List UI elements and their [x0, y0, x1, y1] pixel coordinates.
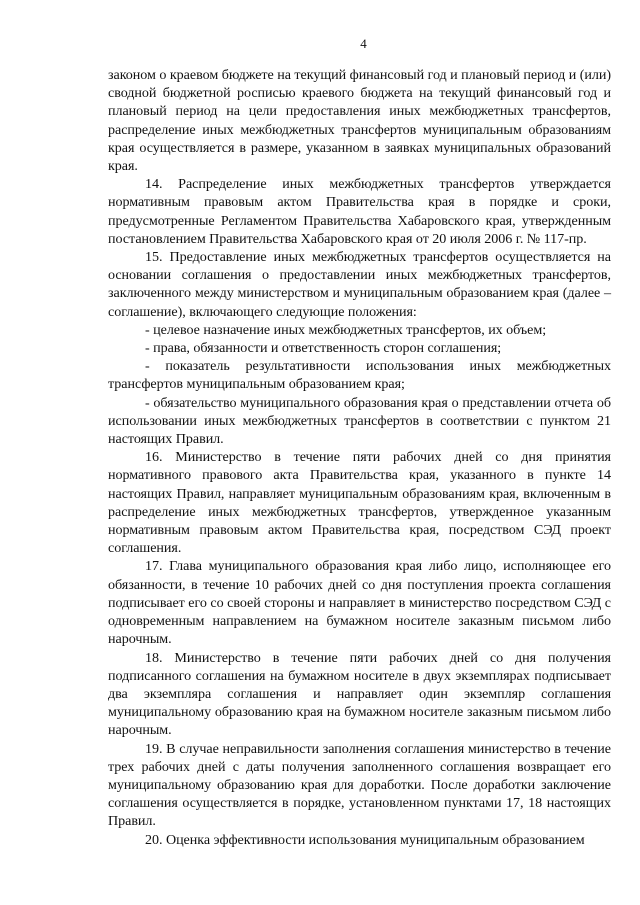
document-page — [108, 36, 611, 849]
clause-19: 19. В случае неправильности заполнения соглашения министерство в течение трех рабочих дней с даты получения заполненного соглашения возвращает его муниципальному образованию края для доработки. После доработки заключение соглашения осуществляется в порядке, установленном пунктами 17, 18 настоящих Правил. — [108, 740, 611, 830]
paragraph-continuation: законом о краевом бюджете на текущий финансовый год и плановый период и (или) сводной бюджетной росписью краевого бюджета на текущий финансовый год и плановый период на цели предоставления иных межбюджетных трансфертов, распределение иных межбюджетных трансфертов муниципальным образованиям края осуществляется в размере, указанном в заявках муниципальных образований края. — [108, 67, 611, 175]
clause-18: 18. Министерство в течение пяти рабочих дней со дня получения подписанного соглашения на бумажном носителе в двух экземплярах подписывает два экземпляра соглашения и направляет один экземпляр соглашения муниципальному образованию края на бумажном носителе заказным письмом либо нарочным. — [108, 649, 611, 739]
clause-20: 20. Оценка эффективности использования муниципальным образованием — [145, 831, 585, 848]
clause-17: 17. Глава муниципального образования края либо лицо, исполняющее его обязанности, в течение 10 рабочих дней со дня поступления проекта соглашения подписывает его со своей стороны и направляет в министерство посредством СЭД с одновременным направлением на бумажном носителе заказным письмом либо нарочным. — [108, 558, 611, 648]
bullet-indicator: - показатель результативности использования иных межбюджетных трансфертов муниципальным образованием края; — [108, 358, 611, 393]
clause-16: 16. Министерство в течение пяти рабочих дней со дня принятия нормативного правового акта Правительства края, указанного в пункте 14 настоящих Правил, направляет муниципальным образованиям края, включенным в распределение иных межбюджетных трансфертов, утвержденное указанным нормативным правовым актом Правительства края, посредством СЭД проект соглашения. — [108, 449, 611, 557]
bullet-rights: - права, обязанности и ответственность сторон соглашения; — [145, 340, 502, 357]
bullet-purpose: - целевое назначение иных межбюджетных трансфертов, их объем; — [145, 321, 547, 338]
page-number: 4 — [360, 36, 367, 51]
clause-15: 15. Предоставление иных межбюджетных трансфертов осуществляется на основании соглашения о предоставлении иных межбюджетных трансфертов, заключенного между министерством и муниципальным образованием края (далее – соглашение), включающего следующие положения: — [108, 249, 611, 320]
clause-14: 14. Распределение иных межбюджетных трансфертов утверждается нормативным правовым актом Правительства края в порядке и сроки, предусмотренные Регламентом Правительства Хабаровского края, утвержденным постановлением Правительства Хабаровского края от 20 июля 2006 г. № 117-пр. — [108, 176, 611, 247]
bullet-obligation: - обязательство муниципального образования края о представлении отчета об использовании иных межбюджетных трансфертов в соответствии с пунктом 21 настоящих Правил. — [108, 394, 611, 448]
